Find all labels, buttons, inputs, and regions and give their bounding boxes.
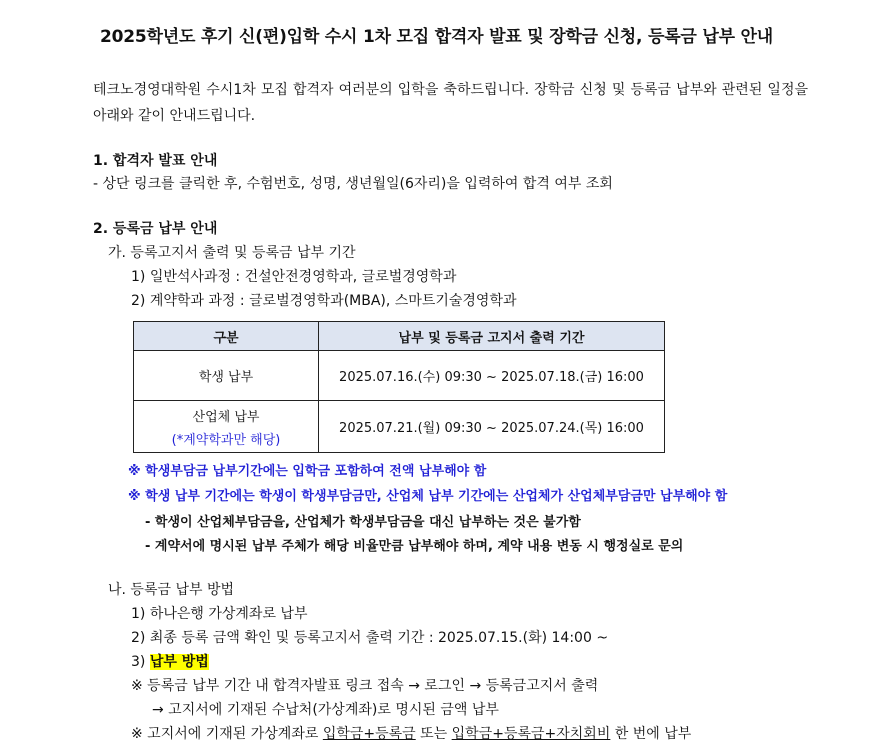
note-2: ※ 학생 납부 기간에는 학생이 학생부담금만, 산업체 납부 기간에는 산업체가 산업체부담금만 납부해야 함 bbox=[128, 489, 728, 504]
sub-a-item-1: 1) 일반석사과정 : 건설안전경영학과, 글로벌경영학과 bbox=[131, 269, 457, 285]
method-line-3-prefix: ※ 고지서에 기재된 가상계좌로 bbox=[131, 726, 323, 742]
option-1: 입학금+등록금 bbox=[322, 726, 416, 742]
sub-b-item-1: 1) 하나은행 가상계좌로 납부 bbox=[131, 606, 308, 622]
method-line-3-suffix: 한 번에 납부 bbox=[610, 726, 692, 742]
option-2: 입학금+등록금+자치회비 bbox=[451, 726, 611, 742]
method-line-2: → 고지서에 기재된 수납처(가상계좌)로 명시된 금액 납부 bbox=[152, 702, 499, 718]
row-period: 2025.07.16.(수) 09:30 ~ 2025.07.18.(금) 16:00 bbox=[319, 351, 665, 401]
table-row bbox=[134, 351, 665, 401]
section2-heading: 2. 등록금 납부 안내 bbox=[93, 221, 218, 237]
sub-note-1: - 학생이 산업체부담금을, 산업체가 학생부담금을 대신 납부하는 것은 불가함 bbox=[145, 515, 581, 530]
method-line-3-mid: 또는 bbox=[415, 726, 452, 742]
method-line-3 bbox=[131, 725, 691, 743]
sub-note-2: - 계약서에 명시된 납부 주체가 해당 비율만큼 납부해야 하며, 계약 내용 변동 시 행정실로 문의 bbox=[145, 539, 684, 554]
row-note: (*계약학과만 해당) bbox=[171, 432, 281, 448]
note-1: ※ 학생부담금 납부기간에는 입학금 포함하여 전액 납부해야 함 bbox=[128, 464, 487, 479]
table-header-period: 납부 및 등록금 고지서 출력 기간 bbox=[319, 322, 665, 351]
section1-heading: 1. 합격자 발표 안내 bbox=[93, 153, 218, 169]
section2-sub-b: 나. 등록금 납부 방법 bbox=[108, 582, 234, 598]
schedule-table bbox=[133, 321, 665, 453]
row-label: 학생 납부 bbox=[134, 351, 319, 401]
table-row bbox=[134, 401, 665, 453]
table-header-row bbox=[134, 322, 665, 351]
sub-b-item-2: 2) 최종 등록 금액 확인 및 등록고지서 출력 기간 : 2025.07.15.(화) 14:00 ~ bbox=[131, 630, 609, 646]
row-label-cell bbox=[134, 401, 319, 453]
sub-a-item-2: 2) 계약학과 과정 : 글로벌경영학과(MBA), 스마트기술경영학과 bbox=[131, 293, 517, 309]
sub-b-item-3 bbox=[131, 653, 209, 671]
payment-method-highlight: 납부 방법 bbox=[149, 654, 209, 670]
section1-item: - 상단 링크를 클릭한 후, 수험번호, 성명, 생년월일(6자리)을 입력하여 합격 여부 조회 bbox=[93, 176, 613, 192]
section2-sub-a: 가. 등록고지서 출력 및 등록금 납부 기간 bbox=[108, 245, 356, 261]
row-label: 산업체 납부 bbox=[192, 409, 260, 425]
sub-b-item-3-prefix: 3) bbox=[131, 654, 150, 670]
page-title: 2025학년도 후기 신(편)입학 수시 1차 모집 합격자 발표 및 장학금 신청, 등록금 납부 안내 bbox=[100, 27, 773, 47]
intro-paragraph: 테크노경영대학원 수시1차 모집 합격자 여러분의 입학을 축하드립니다. 장학금 신청 및 등록금 납부와 관련된 일정을 아래와 같이 안내드립니다. bbox=[93, 82, 808, 124]
row-period: 2025.07.21.(월) 09:30 ~ 2025.07.24.(목) 16:00 bbox=[319, 401, 665, 453]
method-line-1: ※ 등록금 납부 기간 내 합격자발표 링크 접속 → 로그인 → 등록금고지서 출력 bbox=[131, 678, 599, 694]
table-header-category: 구분 bbox=[134, 322, 319, 351]
